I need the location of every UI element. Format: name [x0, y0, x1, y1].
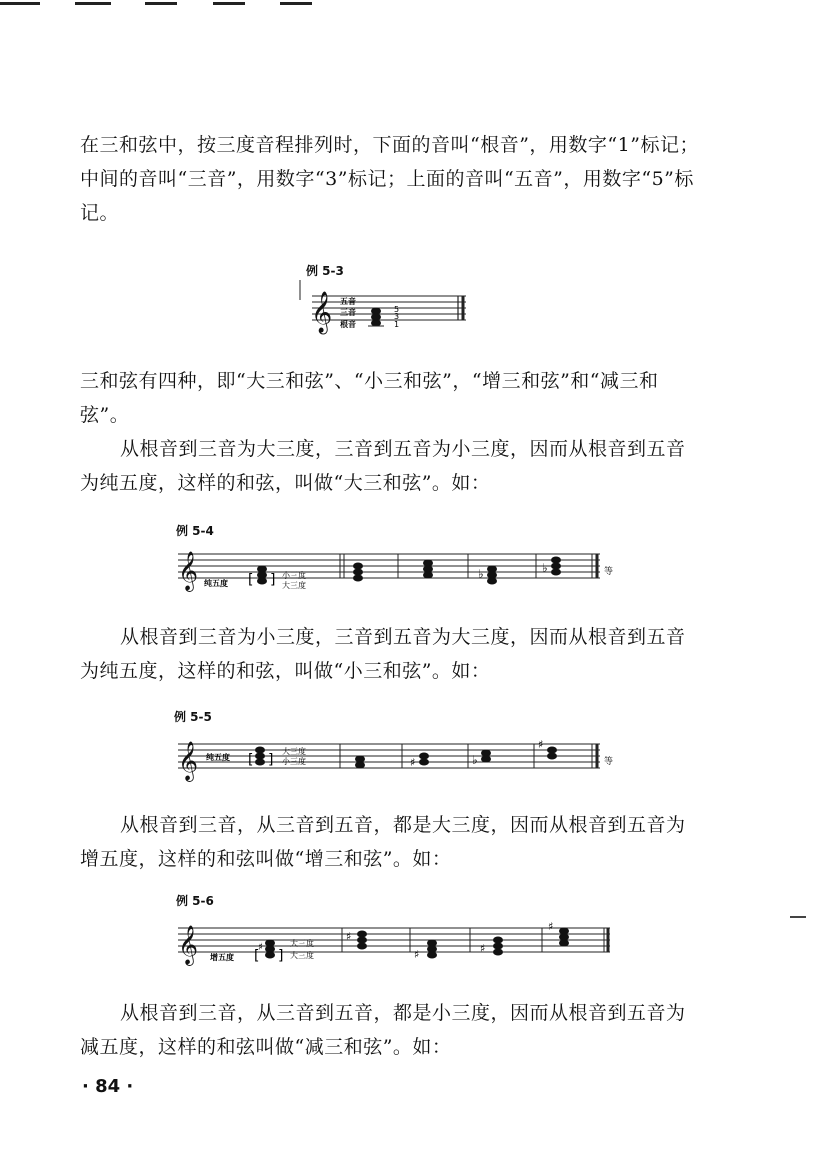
top-rule-4 — [213, 2, 245, 5]
paragraph-root-third-fifth: 在三和弦中，按三度音程排列时，下面的音叫“根音”，用数字“1”标记；中间的音叫“三音”，用数字“3”标记；上面的音叫“五音”，用数字“5”标记。 — [80, 134, 699, 224]
example-5-4-staff — [170, 540, 630, 602]
interval-label: 增五度 — [210, 953, 234, 962]
third-lower-label: 小三度 — [282, 757, 306, 766]
svg-text:𝄞: 𝄞 — [311, 292, 333, 333]
page-number: · 84 · — [82, 1076, 134, 1097]
svg-text:]: ] — [270, 572, 276, 588]
third-upper-label: 小三度 — [282, 571, 306, 580]
svg-text:𝄞: 𝄞 — [178, 741, 199, 781]
example-5-6-staff — [170, 908, 630, 978]
paragraph-diminished-triad: 从根音到三音，从三音到五音，都是小三度，因而从根音到五音为减五度，这样的和弦叫做“减三和弦”。如： — [80, 1002, 686, 1058]
svg-text:♯: ♯ — [414, 948, 420, 961]
svg-text:♯: ♯ — [258, 942, 263, 953]
svg-text:[: [ — [254, 948, 260, 964]
top-rule-5 — [280, 2, 312, 5]
fifth-label: 根音 — [340, 320, 356, 329]
top-rule-1 — [0, 2, 40, 5]
third-lower-label: 大三度 — [282, 581, 306, 590]
third-upper-label: 大三度 — [282, 747, 306, 756]
svg-text:𝄞: 𝄞 — [178, 551, 199, 591]
svg-text:♭: ♭ — [478, 567, 484, 581]
interval-label: 纯五度 — [204, 579, 228, 588]
svg-text:♯: ♯ — [480, 942, 486, 955]
svg-text:]: ] — [268, 752, 274, 768]
example-5-4-label: 例 5-4 — [176, 524, 214, 538]
svg-text:]: ] — [278, 948, 284, 964]
third-label: 三音 — [340, 308, 356, 317]
top-rule-3 — [145, 2, 177, 5]
svg-text:♭: ♭ — [472, 753, 478, 767]
end-mark: 等 — [604, 567, 614, 577]
third-lower-label: 大三度 — [290, 951, 314, 960]
svg-text:[: [ — [248, 752, 254, 768]
top-rule-2 — [75, 2, 111, 5]
svg-text:♭: ♭ — [542, 561, 548, 575]
example-5-5-label: 例 5-5 — [174, 710, 212, 724]
margin-mark — [790, 916, 806, 918]
svg-text:♯: ♯ — [548, 920, 554, 933]
example-5-5-staff — [170, 730, 630, 786]
end-mark: 等 — [604, 757, 614, 767]
svg-text:𝄞: 𝄞 — [178, 925, 199, 965]
interval-label: 纯五度 — [206, 753, 230, 762]
svg-text:♯: ♯ — [346, 930, 352, 943]
number-5: 5 — [394, 305, 400, 314]
svg-text:♯: ♯ — [410, 756, 416, 769]
number-3: 3 — [394, 312, 400, 321]
paragraph-major-triad: 从根音到三音为大三度，三音到五音为小三度，因而从根音到五音为纯五度，这样的和弦，叫做“大三和弦”。如： — [80, 438, 686, 494]
paragraph-four-types: 三和弦有四种，即“大三和弦”、“小三和弦”，“增三和弦”和“减三和弦”。 — [80, 370, 659, 426]
third-upper-label: 大三度 — [290, 939, 314, 948]
number-1: 1 — [394, 320, 400, 329]
svg-text:♯: ♯ — [538, 738, 544, 751]
example-5-3-staff — [298, 280, 473, 336]
root-label: 五音 — [340, 297, 356, 306]
paragraph-augmented-triad: 从根音到三音，从三音到五音，都是大三度，因而从根音到五音为增五度，这样的和弦叫做“增三和弦”。如： — [80, 814, 686, 870]
example-5-6-label: 例 5-6 — [176, 894, 214, 908]
paragraph-minor-triad: 从根音到三音为小三度，三音到五音为大三度，因而从根音到五音为纯五度，这样的和弦，叫做“小三和弦”。如： — [80, 626, 686, 682]
example-5-3-label: 例 5-3 — [306, 264, 344, 278]
svg-text:[: [ — [248, 572, 254, 588]
